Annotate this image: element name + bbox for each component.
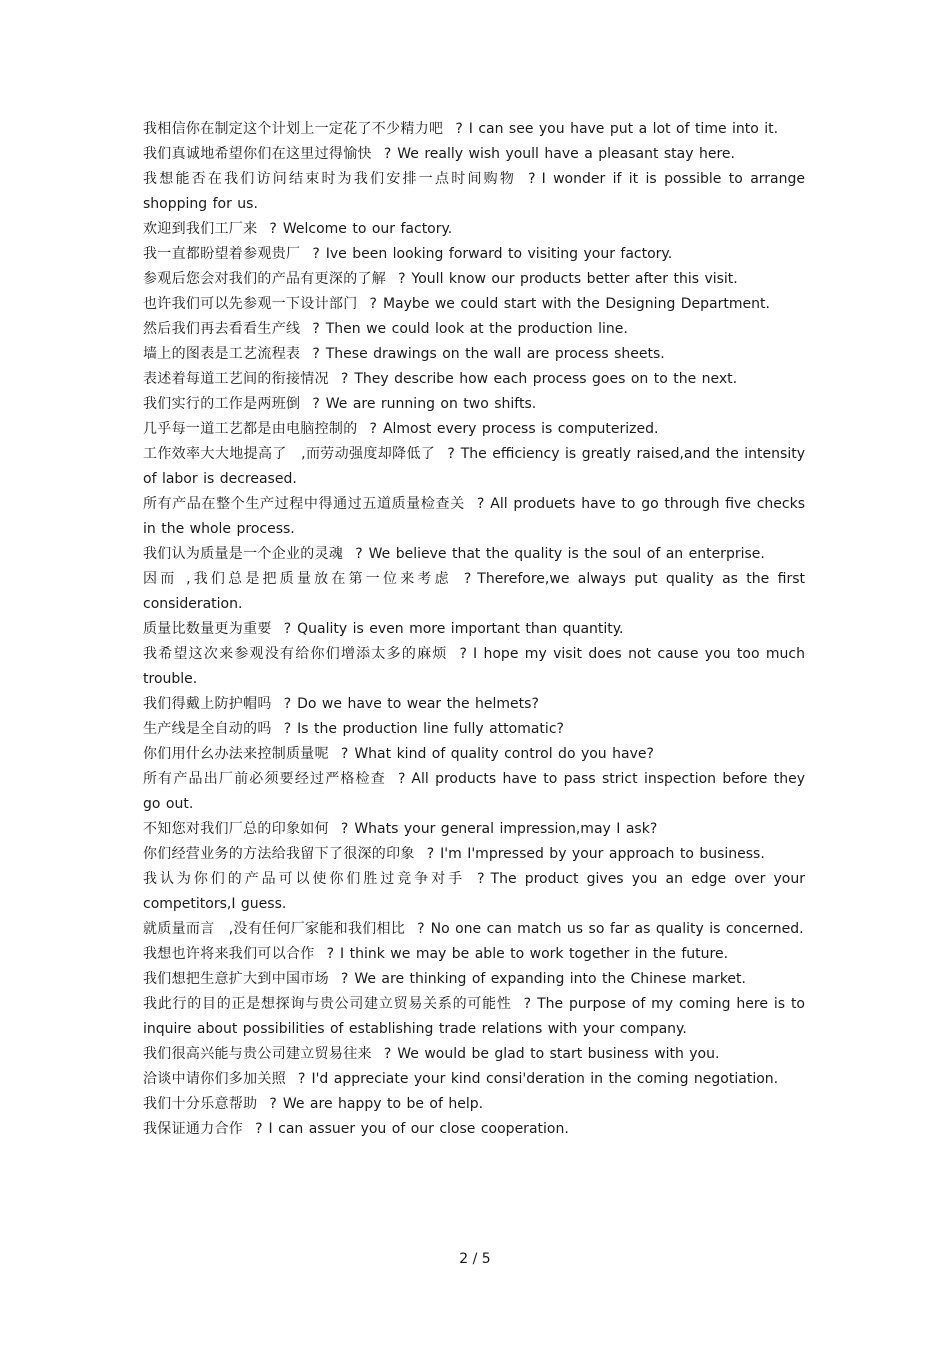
phrase-separator: ? — [369, 421, 377, 437]
phrase-entry — [143, 1092, 805, 1117]
english-phrase: I hope my visit does not cause you too much trouble. — [143, 646, 805, 687]
chinese-phrase: 我想也许将来我们可以合作 — [143, 946, 315, 962]
english-phrase: We are happy to be of help. — [282, 1096, 484, 1112]
phrase-entry — [143, 367, 805, 392]
chinese-phrase: 就质量而言 ,没有任何厂家能和我们相比 — [143, 921, 406, 937]
phrase-entry — [143, 167, 805, 217]
chinese-phrase: 工作效率大大地提高了 ,而劳动强度却降低了 — [143, 446, 436, 462]
phrase-entry — [143, 142, 805, 167]
phrase-separator: ? — [459, 646, 467, 662]
chinese-phrase: 因而 ,我们总是把质量放在第一位来考虑 — [143, 571, 452, 587]
phrase-separator: ? — [312, 246, 320, 262]
english-phrase: We are running on two shifts. — [325, 396, 537, 412]
chinese-phrase: 也许我们可以先参观一下设计部门 — [143, 296, 358, 312]
chinese-phrase: 几乎每一道工艺都是由电脑控制的 — [143, 421, 358, 437]
phrase-separator: ? — [369, 296, 377, 312]
english-phrase: Ive been looking forward to visiting your factory. — [325, 246, 673, 262]
chinese-phrase: 质量比数量更为重要 — [143, 621, 272, 637]
chinese-phrase: 我此行的目的正是想探询与贵公司建立贸易关系的可能性 — [143, 996, 512, 1012]
phrase-separator: ? — [269, 1096, 277, 1112]
phrase-separator: ? — [417, 921, 425, 937]
phrase-entry — [143, 417, 805, 442]
chinese-phrase: 参观后您会对我们的产品有更深的了解 — [143, 271, 387, 287]
phrase-entry — [143, 842, 805, 867]
english-phrase: The product gives you an edge over your competitors,I guess. — [143, 871, 805, 912]
phrase-entry — [143, 217, 805, 242]
english-phrase: Maybe we could start with the Designing Department. — [382, 296, 770, 312]
english-phrase: Youll know our products better after this visit. — [411, 271, 738, 287]
english-phrase: What kind of quality control do you have? — [354, 746, 654, 762]
chinese-phrase: 我保证通力合作 — [143, 1121, 244, 1137]
phrase-entry — [143, 267, 805, 292]
phrase-separator: ? — [340, 971, 349, 987]
phrase-separator: ? — [326, 946, 335, 962]
phrase-separator: ? — [477, 871, 485, 887]
chinese-phrase: 我想能否在我们访问结束时为我们安排一点时间购物 — [143, 171, 517, 187]
phrase-entry — [143, 817, 805, 842]
phrase-entry — [143, 442, 805, 492]
chinese-phrase: 我们实行的工作是两班倒 — [143, 396, 301, 412]
phrase-entry — [143, 242, 805, 267]
english-phrase: No one can match us so far as quality is concerned. — [430, 921, 804, 937]
phrase-entry — [143, 1117, 805, 1142]
chinese-phrase: 你们经营业务的方法给我留下了很深的印象 — [143, 846, 415, 862]
chinese-phrase: 我认为你们的产品可以使你们胜过竞争对手 — [143, 871, 466, 887]
phrase-separator: ? — [312, 321, 320, 337]
english-phrase: The purpose of my coming here is to inquire about possibilities of establishing trade relations with your company. — [143, 996, 805, 1037]
phrase-separator: ? — [312, 346, 320, 362]
phrase-separator: ? — [476, 496, 485, 512]
phrase-entry — [143, 542, 805, 567]
english-phrase: I think we may be able to work together in the future. — [340, 946, 729, 962]
phrase-entry — [143, 292, 805, 317]
chinese-phrase: 我一直都盼望着参观贵厂 — [143, 246, 301, 262]
phrase-separator: ? — [283, 696, 292, 712]
phrase-separator: ? — [398, 271, 406, 287]
chinese-phrase: 洽谈中请你们多加关照 — [143, 1071, 286, 1087]
phrase-separator: ? — [383, 1046, 392, 1062]
chinese-phrase: 我们十分乐意帮助 — [143, 1096, 258, 1112]
english-phrase: They describe how each process goes on to the next. — [354, 371, 738, 387]
phrase-separator: ? — [447, 446, 455, 462]
english-phrase: We are thinking of expanding into the Chinese market. — [354, 971, 746, 987]
chinese-phrase: 然后我们再去看看生产线 — [143, 321, 301, 337]
english-phrase: I can assuer you of our close cooperation. — [268, 1121, 569, 1137]
phrase-entry — [143, 917, 805, 942]
phrase-entry — [143, 967, 805, 992]
english-phrase: Welcome to our factory. — [282, 221, 453, 237]
english-phrase: All produets have to go through five checks in the whole process. — [143, 496, 805, 537]
chinese-phrase: 你们用什幺办法来控制质量呢 — [143, 746, 329, 762]
chinese-phrase: 我们很高兴能与贵公司建立贸易往来 — [143, 1046, 372, 1062]
phrase-entry — [143, 392, 805, 417]
english-phrase: Almost every process is computerized. — [382, 421, 659, 437]
phrase-entry — [143, 867, 805, 917]
phrase-entry — [143, 342, 805, 367]
phrase-separator: ? — [355, 546, 363, 562]
page-number: 2 / 5 — [459, 1251, 491, 1267]
chinese-phrase: 我们想把生意扩大到中国市场 — [143, 971, 329, 987]
chinese-phrase: 欢迎到我们工厂来 — [143, 221, 258, 237]
chinese-phrase: 不知您对我们厂总的印象如何 — [143, 821, 329, 837]
phrase-separator: ? — [523, 996, 532, 1012]
phrase-entry — [143, 117, 805, 142]
chinese-phrase: 生产线是全自动的吗 — [143, 721, 272, 737]
phrase-entry — [143, 1067, 805, 1092]
phrase-entry — [143, 692, 805, 717]
phrase-separator: ? — [283, 621, 292, 637]
english-phrase: I wonder if it is possible to arrange shopping for us. — [143, 171, 805, 212]
english-phrase: These drawings on the wall are process sheets. — [325, 346, 665, 362]
chinese-phrase: 我们真诚地希望你们在这里过得愉快 — [143, 146, 372, 162]
phrase-entry — [143, 617, 805, 642]
phrase-separator: ? — [340, 746, 349, 762]
phrase-entry — [143, 567, 805, 617]
phrase-separator: ? — [340, 821, 349, 837]
english-phrase: We believe that the quality is the soul of an enterprise. — [368, 546, 765, 562]
phrase-separator: ? — [455, 121, 463, 137]
phrase-entry — [143, 767, 805, 817]
chinese-phrase: 所有产品出厂前必须要经过严格检查 — [143, 771, 386, 787]
phrase-entry — [143, 717, 805, 742]
chinese-phrase: 墙上的图表是工艺流程表 — [143, 346, 301, 362]
english-phrase: Is the production line fully attomatic? — [297, 721, 564, 737]
phrase-entry — [143, 942, 805, 967]
english-phrase: I'm I'mpressed by your approach to business. — [440, 846, 765, 862]
english-phrase: All products have to pass strict inspection before they go out. — [143, 771, 805, 812]
chinese-phrase: 我希望这次来参观没有给你们增添太多的麻烦 — [143, 646, 448, 662]
english-phrase: We really wish youll have a pleasant stay here. — [397, 146, 735, 162]
phrase-separator: ? — [298, 1071, 306, 1087]
english-phrase: Quality is even more important than quantity. — [297, 621, 624, 637]
chinese-phrase: 我相信你在制定这个计划上一定花了不少精力吧 — [143, 121, 444, 137]
phrase-separator: ? — [397, 771, 406, 787]
chinese-phrase: 我们得戴上防护帽吗 — [143, 696, 272, 712]
english-phrase: The efficiency is greatly raised,and the intensity of labor is decreased. — [143, 446, 805, 487]
english-phrase: Whats your general impression,may I ask? — [354, 821, 658, 837]
english-phrase: Therefore,we always put quality as the first consideration. — [143, 571, 805, 612]
english-phrase: Then we could look at the production line. — [325, 321, 628, 337]
phrase-entry — [143, 1042, 805, 1067]
phrase-separator: ? — [340, 371, 349, 387]
chinese-phrase: 表述着每道工艺间的衔接情况 — [143, 371, 329, 387]
phrase-separator: ? — [283, 721, 292, 737]
phrase-separator: ? — [312, 396, 320, 412]
phrase-entry — [143, 642, 805, 692]
phrase-entry — [143, 742, 805, 767]
english-phrase: I'd appreciate your kind consi'deration in the coming negotiation. — [311, 1071, 779, 1087]
phrase-entry — [143, 492, 805, 542]
chinese-phrase: 所有产品在整个生产过程中得通过五道质量检查关 — [143, 496, 465, 512]
phrase-entry — [143, 317, 805, 342]
phrase-separator: ? — [269, 221, 277, 237]
phrase-separator: ? — [255, 1121, 263, 1137]
phrase-separator: ? — [463, 571, 472, 587]
english-phrase: I can see you have put a lot of time into it. — [468, 121, 779, 137]
english-phrase: Do we have to wear the helmets? — [297, 696, 539, 712]
phrase-list — [143, 117, 805, 1142]
phrase-separator: ? — [383, 146, 392, 162]
english-phrase: We would be glad to start business with you. — [397, 1046, 720, 1062]
phrase-separator: ? — [426, 846, 435, 862]
chinese-phrase: 我们认为质量是一个企业的灵魂 — [143, 546, 344, 562]
phrase-entry — [143, 992, 805, 1042]
phrase-separator: ? — [528, 171, 536, 187]
